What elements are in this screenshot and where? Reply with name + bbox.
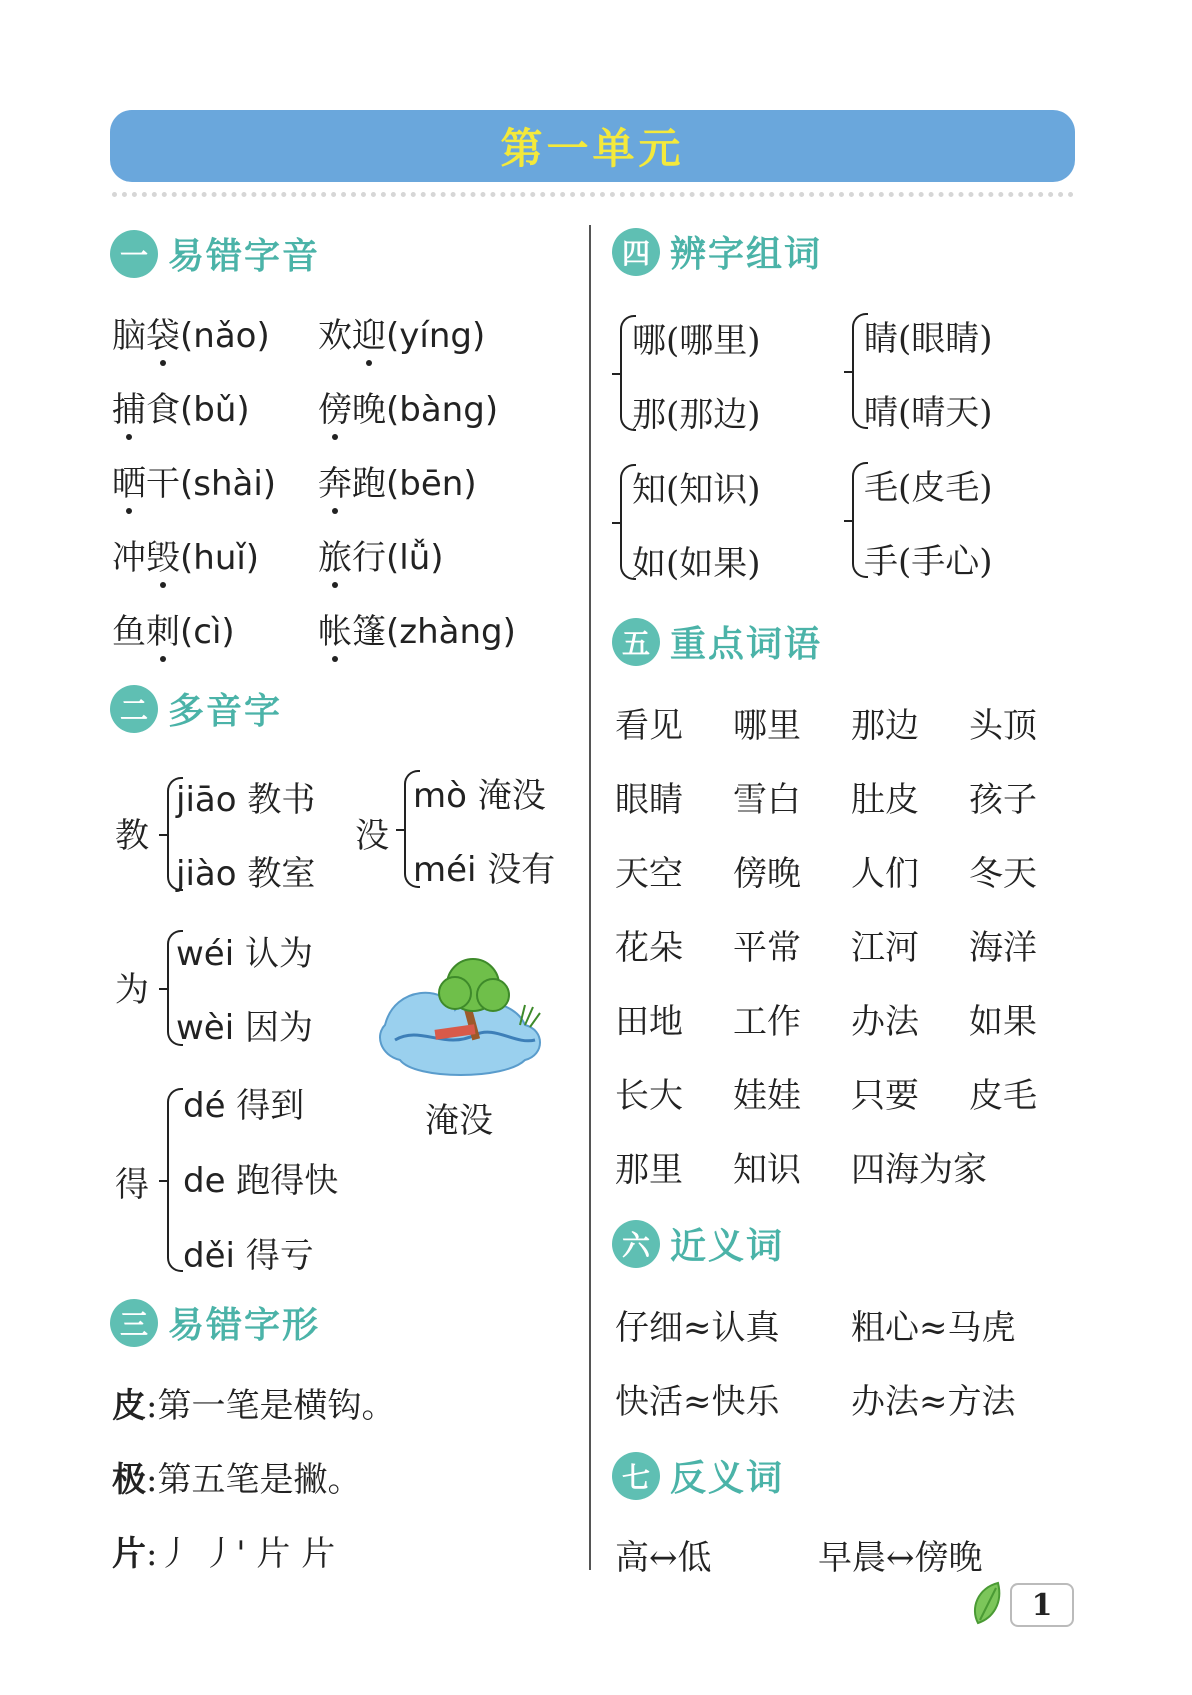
section-6-number: 六 — [612, 1220, 660, 1268]
section-2-title: 多音字 — [168, 691, 283, 732]
pron-item: 旅行(lǚ) — [318, 538, 444, 578]
section-4-number: 四 — [612, 228, 660, 276]
vocab-word: 孩子 — [969, 780, 1037, 820]
vocab-word: 四海为家 — [851, 1150, 987, 1190]
pron-item: 傍晚(bàng) — [318, 390, 499, 430]
group-word: 毛(皮毛) — [864, 468, 993, 508]
group-word: 晴(晴天) — [864, 393, 993, 433]
vocab-word: 眼睛 — [615, 780, 683, 820]
unit-title-banner — [110, 110, 1075, 182]
section-1-heading — [110, 228, 320, 279]
vocab-word: 知识 — [733, 1150, 801, 1190]
pron-item: 捕食(bǔ) — [112, 390, 250, 430]
vocab-word: 傍晚 — [733, 854, 801, 894]
synonym-pair: 快活≈快乐 — [615, 1382, 780, 1422]
pron-item: 晒干(shài) — [112, 464, 277, 504]
group-word: 睛(眼睛) — [864, 319, 993, 359]
vocab-word: 办法 — [851, 1002, 919, 1042]
vocab-word: 雪白 — [733, 780, 801, 820]
vocab-word: 花朵 — [615, 928, 683, 968]
antonym-pair: 早晨↔傍晚 — [818, 1538, 983, 1578]
polyphone-char: 没 — [355, 816, 389, 856]
vocab-word: 看见 — [615, 706, 683, 746]
group-word: 如(如果) — [632, 544, 761, 584]
vocab-word: 长大 — [615, 1076, 683, 1116]
polyphone-char: 为 — [115, 970, 149, 1010]
shape-item: 极:第五笔是撇。 — [112, 1460, 362, 1500]
polyphone-reading: méi 没有 — [413, 850, 556, 890]
section-4-heading — [612, 226, 822, 277]
dotted-divider — [112, 192, 1074, 197]
vocab-word: 平常 — [733, 928, 801, 968]
pron-item: 鱼刺(cì) — [112, 612, 235, 652]
section-5-heading — [612, 616, 822, 667]
shape-item: 片:丿 丿' 片 片 — [112, 1534, 336, 1574]
polyphone-reading: mò 淹没 — [413, 776, 546, 816]
vocab-word: 只要 — [851, 1076, 919, 1116]
column-divider — [589, 225, 591, 1570]
section-6-title: 近义词 — [670, 1226, 785, 1267]
section-7-title: 反义词 — [670, 1458, 785, 1499]
page-number: 1 — [1010, 1583, 1074, 1627]
polyphone-reading: děi 得亏 — [183, 1236, 314, 1276]
unit-title: 第一单元 — [500, 124, 685, 173]
section-3-number: 三 — [110, 1299, 158, 1347]
polyphone-reading: jiāo 教书 — [176, 780, 316, 820]
group-word: 手(手心) — [864, 542, 993, 582]
pron-item: 冲毁(huǐ) — [112, 538, 260, 578]
pron-item: 奔跑(bēn) — [318, 464, 477, 504]
polyphone-char: 教 — [115, 816, 149, 856]
section-1-number: 一 — [110, 230, 158, 278]
section-2-heading — [110, 683, 282, 734]
section-7-heading — [612, 1450, 784, 1501]
polyphone-reading: jiào 教室 — [176, 854, 316, 894]
section-5-number: 五 — [612, 618, 660, 666]
pron-item: 欢迎(yíng) — [318, 316, 486, 356]
group-word: 那(那边) — [632, 395, 761, 435]
section-5-title: 重点词语 — [670, 624, 823, 665]
illustration-caption: 淹没 — [425, 1101, 493, 1141]
vocab-word: 冬天 — [969, 854, 1037, 894]
vocab-word: 皮毛 — [969, 1076, 1037, 1116]
polyphone-reading: dé 得到 — [183, 1086, 305, 1126]
pron-item: 脑袋(nǎo) — [112, 316, 270, 356]
synonym-pair: 仔细≈认真 — [615, 1308, 780, 1348]
brace — [167, 1088, 183, 1272]
vocab-word: 工作 — [733, 1002, 801, 1042]
section-3-title: 易错字形 — [168, 1305, 321, 1346]
antonym-pair: 高↔低 — [615, 1538, 712, 1578]
vocab-word: 人们 — [851, 854, 919, 894]
pron-item: 帐篷(zhàng) — [318, 612, 516, 652]
section-7-number: 七 — [612, 1452, 660, 1500]
leaf-icon — [968, 1578, 1008, 1628]
vocab-word: 江河 — [851, 928, 919, 968]
vocab-word: 头顶 — [969, 706, 1037, 746]
flood-illustration — [375, 955, 555, 1085]
section-6-heading — [612, 1218, 784, 1269]
vocab-word: 如果 — [969, 1002, 1037, 1042]
section-3-heading — [110, 1297, 320, 1348]
polyphone-reading: de 跑得快 — [183, 1161, 339, 1201]
group-word: 哪(哪里) — [632, 321, 761, 361]
group-word: 知(知识) — [632, 470, 761, 510]
polyphone-reading: wéi 认为 — [176, 934, 313, 974]
vocab-word: 哪里 — [733, 706, 801, 746]
polyphone-char: 得 — [115, 1165, 149, 1205]
synonym-pair: 粗心≈马虎 — [851, 1308, 1016, 1348]
section-2-number: 二 — [110, 685, 158, 733]
vocab-word: 天空 — [615, 854, 683, 894]
polyphone-reading: wèi 因为 — [176, 1008, 313, 1048]
synonym-pair: 办法≈方法 — [851, 1382, 1016, 1422]
vocab-word: 那边 — [851, 706, 919, 746]
section-4-title: 辨字组词 — [670, 234, 823, 275]
section-1-title: 易错字音 — [168, 236, 321, 277]
vocab-word: 娃娃 — [733, 1076, 801, 1116]
vocab-word: 肚皮 — [851, 780, 919, 820]
vocab-word: 那里 — [615, 1150, 683, 1190]
shape-item: 皮:第一笔是横钩。 — [112, 1386, 396, 1426]
vocab-word: 海洋 — [969, 928, 1037, 968]
vocab-word: 田地 — [615, 1002, 683, 1042]
